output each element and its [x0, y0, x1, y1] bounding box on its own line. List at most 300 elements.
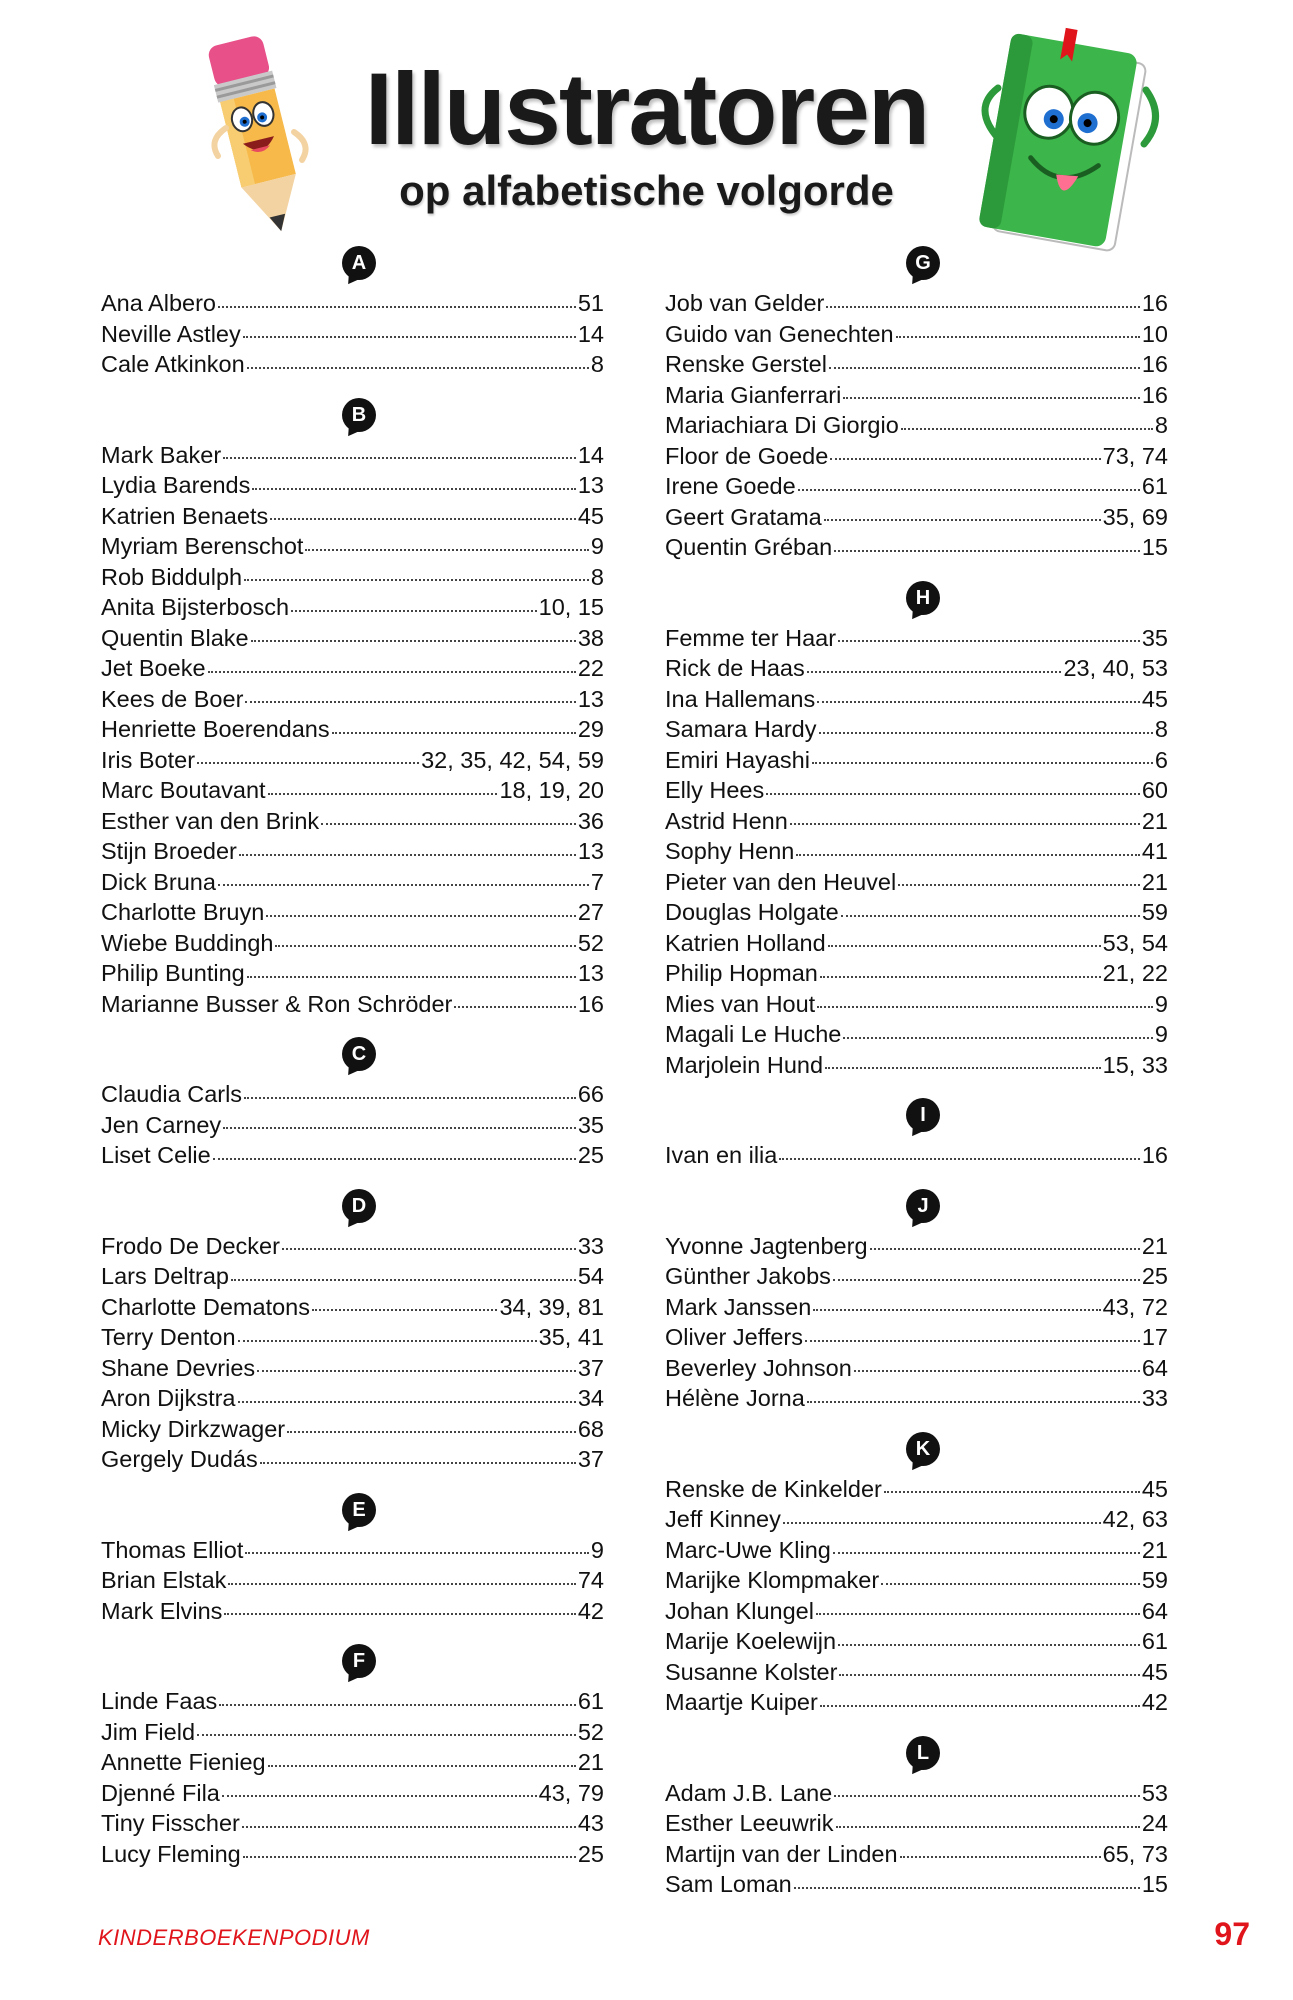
illustrator-name: Irene Goede	[665, 473, 796, 499]
index-entry	[101, 501, 604, 532]
dot-leader	[796, 854, 1140, 856]
page-references: 10, 15	[538, 594, 604, 620]
dot-leader	[824, 519, 1101, 521]
letter-heading	[101, 244, 604, 288]
index-entry	[101, 867, 604, 898]
page-references: 65, 73	[1102, 1840, 1168, 1867]
letter-section-c	[101, 1035, 604, 1171]
index-entry	[101, 1778, 604, 1809]
dot-leader	[783, 1522, 1101, 1524]
page-references: 13	[577, 472, 604, 498]
page-references: 15	[1141, 1871, 1168, 1897]
index-entry	[665, 653, 1168, 684]
dot-leader	[807, 671, 1062, 673]
dot-leader	[833, 1279, 1140, 1281]
illustrator-name: Frodo De Decker	[101, 1232, 280, 1259]
index-entry	[665, 1687, 1168, 1718]
illustrator-name: Katrien Holland	[665, 929, 826, 956]
dot-leader	[239, 854, 576, 856]
page-references: 61	[1141, 473, 1168, 499]
index-entry	[101, 653, 604, 684]
dot-leader	[843, 1037, 1153, 1039]
index-entry	[665, 1353, 1168, 1384]
dot-leader	[238, 1340, 537, 1342]
illustrator-name: Mark Elvins	[101, 1597, 223, 1624]
illustrator-name: Magali Le Huche	[665, 1021, 842, 1047]
page-references: 16	[577, 990, 604, 1017]
page-references: 73, 74	[1102, 442, 1168, 469]
illustrator-name: Esther van den Brink	[101, 807, 320, 834]
dot-leader	[900, 1856, 1101, 1858]
page-references: 61	[577, 1688, 604, 1714]
illustrator-name: Lydia Barends	[101, 472, 251, 498]
index-entry	[101, 288, 604, 319]
dot-leader	[260, 1462, 576, 1464]
page-references: 61	[1141, 1628, 1168, 1654]
section-gap	[101, 1019, 604, 1035]
index-entry	[665, 1261, 1168, 1292]
entry-list	[101, 288, 604, 380]
index-entry	[101, 623, 604, 654]
page-references: 9	[1154, 1021, 1168, 1047]
illustrator-name: Quentin Blake	[101, 624, 249, 651]
index-entry	[665, 471, 1168, 502]
illustrator-name: Charlotte Dematons	[101, 1293, 310, 1320]
page-references: 21	[1141, 1536, 1168, 1563]
dot-leader	[231, 1279, 576, 1281]
dot-leader	[305, 549, 588, 551]
page-references: 10	[1141, 320, 1168, 347]
index-entry	[101, 897, 604, 928]
illustrator-name: Renske Gerstel	[665, 351, 827, 377]
letter-badge-icon: D	[342, 1189, 376, 1223]
index-entry	[665, 1808, 1168, 1839]
dot-leader	[779, 1158, 1140, 1160]
illustrator-name: Douglas Holgate	[665, 899, 839, 925]
section-gap	[101, 1171, 604, 1187]
index-entry	[665, 684, 1168, 715]
page-references: 59	[1141, 899, 1168, 925]
page-references: 21	[1141, 807, 1168, 834]
index-entry	[665, 928, 1168, 959]
illustrator-name: Henriette Boerendans	[101, 716, 330, 742]
page-references: 16	[1141, 290, 1168, 316]
illustrator-name: Katrien Benaets	[101, 502, 269, 529]
dot-leader	[282, 1248, 576, 1250]
dot-leader	[790, 823, 1140, 825]
index-entry	[665, 775, 1168, 806]
dot-leader	[243, 1856, 576, 1858]
illustrator-name: Marije Koelewijn	[665, 1628, 837, 1654]
page-references: 53, 54	[1102, 929, 1168, 956]
page-references: 25	[577, 1142, 604, 1168]
letter-heading	[665, 1430, 1168, 1474]
dot-leader	[332, 732, 576, 734]
index-entry	[101, 1353, 604, 1384]
page-references: 8	[1154, 412, 1168, 438]
page-references: 24	[1141, 1810, 1168, 1836]
page-references: 35	[577, 1111, 604, 1138]
dot-leader	[828, 945, 1101, 947]
index-entry	[101, 836, 604, 867]
page-references: 42	[577, 1597, 604, 1624]
letter-badge-icon: I	[906, 1098, 940, 1132]
illustrator-name: Mies van Hout	[665, 990, 816, 1017]
index-entry	[665, 1292, 1168, 1323]
index-entry	[665, 1869, 1168, 1900]
page-references: 16	[1141, 351, 1168, 377]
illustrator-name: Quentin Gréban	[665, 534, 833, 560]
letter-section-g	[665, 244, 1168, 563]
page-references: 43	[577, 1810, 604, 1836]
illustrator-name: Esther Leeuwrik	[665, 1810, 834, 1836]
dot-leader	[321, 823, 576, 825]
entry-list	[665, 1474, 1168, 1718]
index-entry	[101, 470, 604, 501]
index-entry	[101, 531, 604, 562]
dot-leader	[218, 306, 576, 308]
dot-leader	[829, 367, 1140, 369]
index-entry	[101, 592, 604, 623]
dot-leader	[843, 397, 1140, 399]
illustrator-name: Pieter van den Heuvel	[665, 868, 897, 895]
page-references: 16	[1141, 381, 1168, 408]
page-number: 97	[1214, 1916, 1250, 1952]
index-entry	[665, 1019, 1168, 1050]
illustrator-name: Jen Carney	[101, 1111, 222, 1138]
dot-leader	[834, 550, 1140, 552]
page-references: 9	[1154, 990, 1168, 1017]
index-entry	[665, 288, 1168, 319]
dot-leader	[275, 945, 575, 947]
dot-leader	[243, 336, 576, 338]
page-references: 74	[577, 1567, 604, 1593]
letter-badge-icon: C	[342, 1037, 376, 1071]
illustrator-name: Stijn Broeder	[101, 838, 237, 864]
illustrator-name: Jeff Kinney	[665, 1506, 781, 1532]
illustrator-name: Terry Denton	[101, 1324, 236, 1350]
page-references: 34	[577, 1385, 604, 1411]
entry-list	[665, 1231, 1168, 1414]
index-entry	[101, 1231, 604, 1262]
page-references: 33	[577, 1232, 604, 1259]
page-references: 35, 41	[538, 1324, 604, 1350]
page-references: 43, 79	[538, 1779, 604, 1806]
letter-heading	[101, 1491, 604, 1535]
illustrator-name: Samara Hardy	[665, 716, 817, 742]
page-references: 27	[577, 899, 604, 925]
section-gap	[101, 1475, 604, 1491]
dot-leader	[825, 1067, 1101, 1069]
illustrator-name: Job van Gelder	[665, 290, 825, 316]
illustrator-name: Jet Boeke	[101, 655, 206, 681]
page-references: 51	[577, 290, 604, 316]
index-entry	[101, 989, 604, 1020]
letter-badge-icon: B	[342, 398, 376, 432]
illustrator-name: Thomas Elliot	[101, 1536, 244, 1563]
illustrator-name: Anita Bijsterbosch	[101, 594, 290, 620]
page-references: 64	[1141, 1354, 1168, 1381]
dot-leader	[820, 976, 1101, 978]
dot-leader	[252, 488, 575, 490]
dot-leader	[820, 1705, 1140, 1707]
dot-leader	[268, 793, 498, 795]
index-entry	[665, 1596, 1168, 1627]
index-entry	[665, 867, 1168, 898]
index-entry	[101, 1808, 604, 1839]
dot-leader	[223, 457, 576, 459]
entry-list	[101, 440, 604, 1020]
illustrator-name: Floor de Goede	[665, 442, 829, 469]
index-entry	[665, 441, 1168, 472]
illustrator-name: Marjolein Hund	[665, 1051, 824, 1078]
dot-leader	[884, 1491, 1140, 1493]
letter-section-l	[665, 1734, 1168, 1900]
dot-leader	[826, 306, 1139, 308]
page-references: 34, 39, 81	[499, 1293, 604, 1320]
illustrator-name: Marc-Uwe Kling	[665, 1536, 831, 1563]
entry-list	[665, 1140, 1168, 1171]
dot-leader	[836, 1826, 1140, 1828]
publication-name: KINDERBOEKENPODIUM	[98, 1925, 370, 1950]
dot-leader	[805, 1340, 1140, 1342]
index-entry	[101, 806, 604, 837]
dot-leader	[816, 1613, 1140, 1615]
letter-section-j	[665, 1187, 1168, 1414]
dot-leader	[197, 1734, 576, 1736]
illustrator-name: Wiebe Buddingh	[101, 929, 274, 956]
page-references: 18, 19, 20	[499, 777, 604, 803]
dot-leader	[819, 732, 1153, 734]
index-entry	[665, 897, 1168, 928]
page-references: 68	[577, 1415, 604, 1442]
index-entry	[665, 1626, 1168, 1657]
dot-leader	[218, 884, 589, 886]
illustrator-name: Maartje Kuiper	[665, 1689, 818, 1715]
illustrator-name: Guido van Genechten	[665, 320, 894, 347]
dot-leader	[223, 1127, 576, 1129]
page-references: 23, 40, 53	[1063, 655, 1168, 681]
illustrator-name: Mark Baker	[101, 441, 222, 468]
entry-list	[101, 1535, 604, 1627]
section-gap	[665, 563, 1168, 579]
page-references: 45	[1141, 1658, 1168, 1685]
dot-leader	[268, 1765, 576, 1767]
page-references: 35, 69	[1102, 503, 1168, 530]
index-entry	[665, 1778, 1168, 1809]
page-references: 37	[577, 1446, 604, 1472]
illustrator-name: Hélène Jorna	[665, 1385, 805, 1411]
illustrator-name: Rob Biddulph	[101, 563, 243, 590]
illustrator-name: Kees de Boer	[101, 685, 244, 712]
page-references: 59	[1141, 1567, 1168, 1593]
illustrator-name: Johan Klungel	[665, 1597, 814, 1624]
illustrator-name: Elly Hees	[665, 777, 765, 803]
index-entry	[101, 775, 604, 806]
index-entry	[665, 1050, 1168, 1081]
illustrator-name: Geert Gratama	[665, 503, 822, 530]
index-entry	[665, 1474, 1168, 1505]
index-entry	[665, 806, 1168, 837]
entry-list	[665, 623, 1168, 1081]
index-entry	[665, 380, 1168, 411]
page-references: 32, 35, 42, 54, 59	[421, 746, 604, 773]
index-entry	[665, 319, 1168, 350]
index-entry	[101, 1596, 604, 1627]
index-entry	[101, 958, 604, 989]
dot-leader	[817, 1006, 1153, 1008]
index-entry	[101, 1322, 604, 1353]
entry-list	[101, 1231, 604, 1475]
dot-leader	[219, 1704, 576, 1706]
index-entry	[101, 1261, 604, 1292]
dot-leader	[838, 640, 1140, 642]
letter-badge-icon: G	[906, 246, 940, 280]
illustrator-name: Yvonne Jagtenberg	[665, 1232, 868, 1259]
page-references: 45	[1141, 1475, 1168, 1502]
illustrator-name: Lars Deltrap	[101, 1263, 229, 1289]
index-entry	[665, 1231, 1168, 1262]
index-entry	[101, 1079, 604, 1110]
dot-leader	[257, 1370, 576, 1372]
index-entry	[665, 532, 1168, 563]
dot-leader	[454, 1006, 575, 1008]
page-references: 41	[1141, 838, 1168, 864]
illustrator-name: Brian Elstak	[101, 1567, 227, 1593]
index-entry	[101, 1747, 604, 1778]
illustrator-name: Liset Celie	[101, 1142, 211, 1168]
index-entry	[101, 1717, 604, 1748]
letter-badge-icon: F	[342, 1644, 376, 1678]
dot-leader	[197, 762, 419, 764]
letter-heading	[101, 1187, 604, 1231]
dot-leader	[291, 610, 537, 612]
illustrator-name: Claudia Carls	[101, 1081, 243, 1107]
illustrator-name: Rick de Haas	[665, 655, 805, 681]
letter-badge-icon: J	[906, 1189, 940, 1223]
index-entry	[665, 623, 1168, 654]
page-subtitle: op alfabetische volgorde	[399, 167, 894, 214]
page-references: 43, 72	[1102, 1293, 1168, 1320]
dot-leader	[881, 1583, 1140, 1585]
illustrator-name: Emiri Hayashi	[665, 746, 810, 773]
illustrator-name: Jim Field	[101, 1718, 196, 1745]
illustrator-name: Günther Jakobs	[665, 1263, 831, 1289]
page-references: 13	[577, 838, 604, 864]
letter-section-d	[101, 1187, 604, 1475]
page-references: 42	[1141, 1689, 1168, 1715]
illustrator-name: Ivan en ilia	[665, 1142, 778, 1168]
section-gap	[101, 1626, 604, 1642]
page-references: 13	[577, 685, 604, 712]
illustrator-name: Tiny Fisscher	[101, 1810, 240, 1836]
index-entry	[101, 1110, 604, 1141]
page-references: 16	[1141, 1142, 1168, 1168]
page-references: 13	[577, 960, 604, 986]
page-references: 52	[577, 1718, 604, 1745]
index-entry	[665, 410, 1168, 441]
page-references: 25	[577, 1840, 604, 1867]
illustrator-name: Aron Dijkstra	[101, 1385, 236, 1411]
letter-badge-icon: K	[906, 1432, 940, 1466]
index-entry	[101, 1686, 604, 1717]
illustrator-name: Susanne Kolster	[665, 1658, 838, 1685]
page-references: 8	[590, 563, 604, 590]
page-references: 45	[1141, 685, 1168, 712]
illustrator-name: Ina Hallemans	[665, 685, 816, 712]
letter-heading	[665, 1187, 1168, 1231]
dot-leader	[251, 640, 576, 642]
illustrator-name: Ana Albero	[101, 290, 216, 316]
page-references: 15, 33	[1102, 1051, 1168, 1078]
illustrator-name: Cale Atkinkon	[101, 351, 245, 377]
index-entry	[101, 1414, 604, 1445]
illustrator-name: Iris Boter	[101, 746, 196, 773]
dot-leader	[833, 1552, 1140, 1554]
entry-list	[101, 1686, 604, 1869]
letter-badge-icon: L	[906, 1736, 940, 1770]
index-entry	[101, 1839, 604, 1870]
illustrator-name: Mark Janssen	[665, 1293, 812, 1320]
page-references: 25	[1141, 1263, 1168, 1289]
page-references: 21	[1141, 868, 1168, 895]
page-references: 29	[577, 716, 604, 742]
illustrator-name: Micky Dirkzwager	[101, 1415, 286, 1442]
index-entry	[101, 1140, 604, 1171]
index-entry	[101, 319, 604, 350]
dot-leader	[839, 1674, 1139, 1676]
illustrator-name: Marc Boutavant	[101, 777, 266, 803]
letter-heading	[665, 244, 1168, 288]
index-entry	[665, 958, 1168, 989]
dot-leader	[794, 1887, 1140, 1889]
section-gap	[665, 1414, 1168, 1430]
dot-leader	[838, 1644, 1140, 1646]
page-references: 42, 63	[1102, 1506, 1168, 1532]
page-references: 21, 22	[1102, 960, 1168, 986]
letter-heading	[101, 1642, 604, 1686]
illustrator-name: Sophy Henn	[665, 838, 795, 864]
dot-leader	[854, 1370, 1140, 1372]
dot-leader	[245, 701, 575, 703]
illustrator-name: Linde Faas	[101, 1688, 218, 1714]
illustrator-name: Oliver Jeffers	[665, 1324, 803, 1350]
dot-leader	[870, 1248, 1140, 1250]
dot-leader	[224, 1613, 575, 1615]
index-entry	[101, 1535, 604, 1566]
page-references: 36	[577, 807, 604, 834]
page-references: 9	[590, 1536, 604, 1563]
page-references: 66	[577, 1081, 604, 1107]
index-entry	[665, 1535, 1168, 1566]
page-references: 21	[577, 1749, 604, 1775]
letter-badge-icon: A	[342, 246, 376, 280]
dot-leader	[813, 1309, 1100, 1311]
index-entry	[665, 1657, 1168, 1688]
dot-leader	[830, 458, 1100, 460]
illustrator-name: Beverley Johnson	[665, 1354, 852, 1381]
letter-badge-icon: E	[342, 1493, 376, 1527]
dot-leader	[247, 976, 576, 978]
illustrator-name: Annette Fienieg	[101, 1749, 266, 1775]
letter-section-b	[101, 396, 604, 1020]
index-entry	[101, 714, 604, 745]
index-entry	[101, 1383, 604, 1414]
letter-heading	[101, 1035, 604, 1079]
index-entry	[665, 502, 1168, 533]
index-entry	[101, 745, 604, 776]
illustrator-name: Maria Gianferrari	[665, 381, 842, 408]
